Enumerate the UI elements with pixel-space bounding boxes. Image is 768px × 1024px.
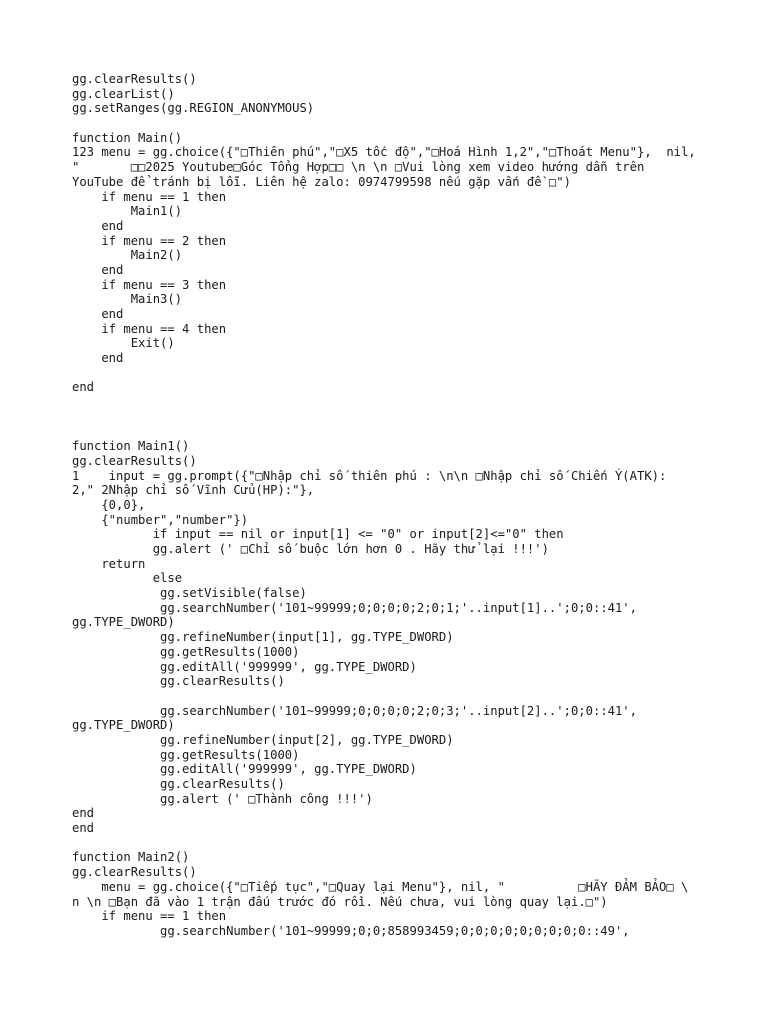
code-line: gg.clearResults() xyxy=(72,777,285,791)
code-line xyxy=(72,395,712,410)
code-line: YouTube để tránh bị lỗi. Liên hệ zalo: 0974799598 nếu gặp vấn đề □") xyxy=(72,174,571,189)
code-line: menu = gg.choice({"□Tiếp tục","□Quay lại Menu"}, nil, " □HÃY ĐẢM BẢO□ \ xyxy=(72,879,689,894)
code-line: {0,0}, xyxy=(72,497,146,512)
code-line: if menu == 2 then xyxy=(72,233,227,248)
code-line: end xyxy=(72,806,95,821)
code-line: end xyxy=(72,218,124,233)
code-line: end xyxy=(72,380,95,395)
code-line: end xyxy=(72,821,95,836)
code-line: Main3() xyxy=(72,292,183,307)
code-line: " □□2025 Youtube□Góc Tổng Hợp□□ \n \n □Vui lòng xem video hướng dẫn trên xyxy=(72,160,645,175)
code-line: gg.searchNumber('101~99999;0;0;858993459;0;0;0;0;0;0;0;0;0::49', xyxy=(72,923,630,938)
code-line: Exit() xyxy=(72,336,175,351)
code-line xyxy=(72,425,712,440)
code-line: 123 menu = gg.choice({"□Thiên phú","□X5 tốc độ","□Hoá Hình 1,2","□Thoát Menu"}, nil, xyxy=(72,145,696,160)
code-line: gg.alert (' □Chỉ số buộc lớn hơn 0 . Hãy thử lại !!!') xyxy=(72,542,549,556)
code-line: n \n □Bạn đã vào 1 trận đấu trước đó rồi. Nếu chưa, vui lòng quay lại.□") xyxy=(72,894,608,909)
code-line: gg.clearResults() xyxy=(72,72,197,86)
code-line: gg.getResults(1000) xyxy=(72,747,300,762)
code-line xyxy=(72,116,712,131)
code-line: end xyxy=(72,351,124,366)
code-line: return xyxy=(72,556,146,571)
code-line xyxy=(72,410,712,425)
code-line: 2," 2Nhập chỉ số Vĩnh Cửu(HP):"}, xyxy=(72,483,315,498)
code-line: 1 input = gg.prompt({"□Nhập chỉ số thiên phú : \n\n □Nhập chỉ số Chiến Ý(ATK): xyxy=(72,468,667,483)
code-line: if menu == 1 then xyxy=(72,189,227,204)
code-line: gg.setRanges(gg.REGION_ANONYMOUS) xyxy=(72,101,315,116)
code-line: function Main1() xyxy=(72,439,190,454)
code-line: gg.clearList() xyxy=(72,86,175,101)
code-line: if menu == 4 then xyxy=(72,321,227,336)
code-line: gg.clearResults() xyxy=(72,453,197,468)
code-line xyxy=(72,689,712,704)
code-line: gg.setVisible(false) xyxy=(72,586,307,601)
code-line: gg.editAll('999999', gg.TYPE_DWORD) xyxy=(72,762,417,777)
code-line: gg.clearResults() xyxy=(72,674,285,689)
code-line: gg.refineNumber(input[2], gg.TYPE_DWORD) xyxy=(72,732,454,747)
code-line: Main1() xyxy=(72,204,183,219)
code-line: function Main2() xyxy=(72,850,190,865)
code-line: gg.searchNumber('101~99999;0;0;0;0;2;0;1;'..input[1]..';0;0::41', xyxy=(72,600,637,615)
code-line: {"number","number"}) xyxy=(72,512,249,527)
lua-script-code-block xyxy=(72,72,712,939)
code-line: end xyxy=(72,307,124,321)
code-line: gg.TYPE_DWORD) xyxy=(72,615,175,630)
code-line: end xyxy=(72,262,124,277)
code-line: function Main() xyxy=(72,130,183,145)
code-line: gg.editAll('999999', gg.TYPE_DWORD) xyxy=(72,659,417,674)
code-line: gg.searchNumber('101~99999;0;0;0;0;2;0;3;'..input[2]..';0;0::41', xyxy=(72,703,637,718)
code-line: gg.getResults(1000) xyxy=(72,644,300,659)
code-line: else xyxy=(72,571,183,586)
code-line: if menu == 3 then xyxy=(72,277,227,292)
code-line: gg.clearResults() xyxy=(72,865,197,880)
code-line: gg.TYPE_DWORD) xyxy=(72,718,175,733)
code-line xyxy=(72,366,712,381)
code-line: gg.refineNumber(input[1], gg.TYPE_DWORD) xyxy=(72,630,454,645)
code-line: if menu == 1 then xyxy=(72,909,227,924)
code-line: gg.alert (' □Thành công !!!') xyxy=(72,791,373,806)
code-line xyxy=(72,836,712,851)
code-line: Main2() xyxy=(72,248,183,263)
code-line: if input == nil or input[1] <= "0" or input[2]<="0" then xyxy=(72,527,564,542)
